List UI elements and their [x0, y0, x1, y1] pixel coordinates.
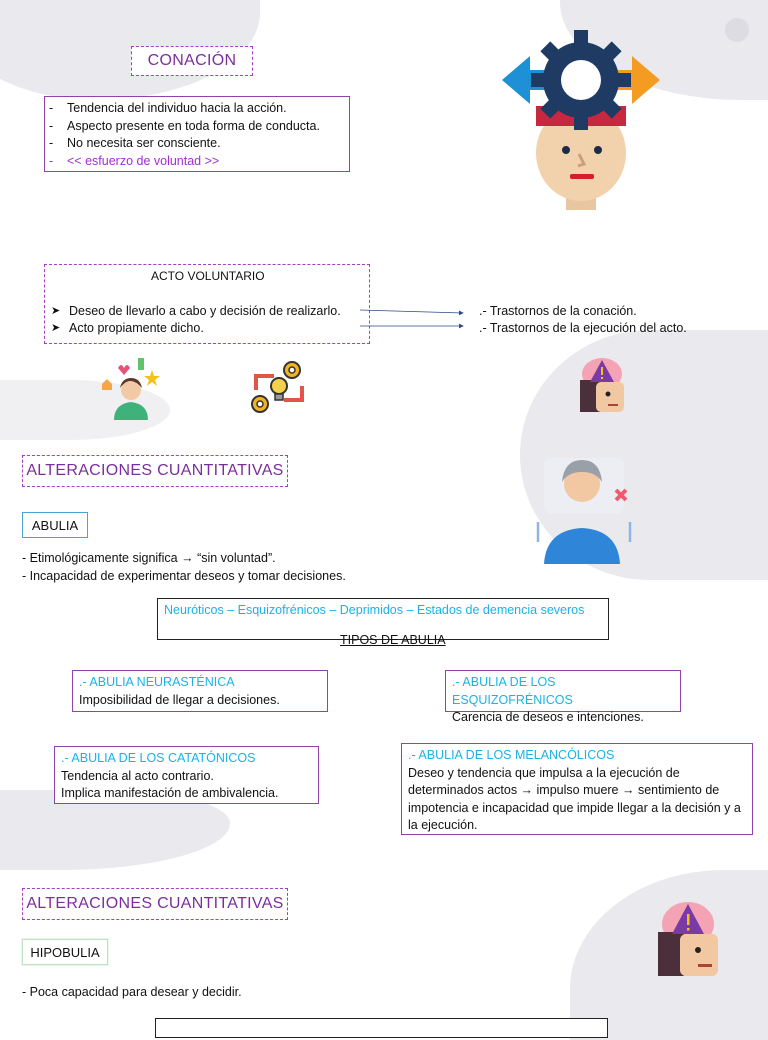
tipo-text: Tendencia al acto contrario.: [61, 768, 214, 783]
brain-warning-icon: [574, 356, 630, 420]
conacion-box: [44, 96, 350, 172]
acto-voluntario-title: ACTO VOLUNTARIO: [151, 269, 265, 283]
tipo-title: .- ABULIA DE LOS CATATÓNICOS: [61, 751, 256, 765]
thinking-person-icon: [98, 354, 164, 420]
gears-cycle-icon: [250, 360, 308, 416]
acto-outcome: .- Trastornos de la ejecución del acto.: [479, 321, 687, 335]
tipo-title: .- ABULIA DE LOS ESQUIZOFRÉNICOS: [452, 675, 573, 707]
acto-outcome: .- Trastornos de la conación.: [479, 304, 637, 318]
abulia-line: - Incapacidad de experimentar deseos y tomar decisiones.: [22, 569, 346, 583]
tipo-text: Carencia de deseos e intenciones.: [452, 710, 644, 724]
tipo-title: .- ABULIA NEURASTÉNICA: [79, 675, 235, 689]
acto-item: ➤ Deseo de llevarlo a cabo y decisión de realizarlo.: [47, 303, 367, 320]
brain-warning-icon: [652, 900, 724, 986]
tipos-title: TIPOS DE ABULIA: [340, 633, 446, 647]
conacion-item: - Aspecto presente en toda forma de conducta.: [45, 118, 349, 136]
gear-head-icon: [500, 28, 660, 210]
hipobulia-line: - Poca capacidad para desear y decidir.: [22, 985, 242, 999]
conacion-item: - No necesita ser consciente.: [45, 135, 349, 153]
tipo-title: .- ABULIA DE LOS MELANCÓLICOS: [408, 748, 615, 762]
bottom-box: [155, 1018, 608, 1038]
tipo-card: [72, 670, 328, 712]
tipo-text: Deseo y tendencia que impulsa a la ejecución de determinados actos → impulso muere → sentimiento de impotencia e incapacidad que impide llegar a la decisión y a la ejecución.: [408, 765, 741, 832]
hipobulia-tag: HIPOBULIA: [22, 939, 108, 965]
conacion-item: - << esfuerzo de voluntad >>: [45, 153, 349, 171]
conacion-title: CONACIÓN: [131, 46, 253, 76]
person-bed-icon: [530, 456, 634, 564]
acto-item: ➤ Acto propiamente dicho.: [47, 320, 367, 337]
conacion-item: - Tendencia del individuo hacia la acción.: [45, 100, 349, 118]
tipo-text: Imposibilidad de llegar a decisiones.: [79, 692, 280, 707]
tipo-card: [401, 743, 753, 835]
abulia-tag: ABULIA: [22, 512, 88, 538]
acto-voluntario-box: [44, 264, 370, 344]
abulia-line: - Etimológicamente significa → “sin voluntad”.: [22, 551, 276, 565]
populations-text: Neuróticos – Esquizofrénicos – Deprimidos – Estados de demencia severos: [164, 603, 585, 617]
section1-title: ALTERACIONES CUANTITATIVAS: [22, 455, 288, 487]
bg-dot: [725, 18, 749, 42]
tipo-card: [54, 746, 319, 804]
section2-title: ALTERACIONES CUANTITATIVAS: [22, 888, 288, 920]
acto-arrows: [355, 300, 475, 340]
tipo-text: Implica manifestación de ambivalencia.: [61, 786, 279, 800]
tipo-card: [445, 670, 681, 724]
